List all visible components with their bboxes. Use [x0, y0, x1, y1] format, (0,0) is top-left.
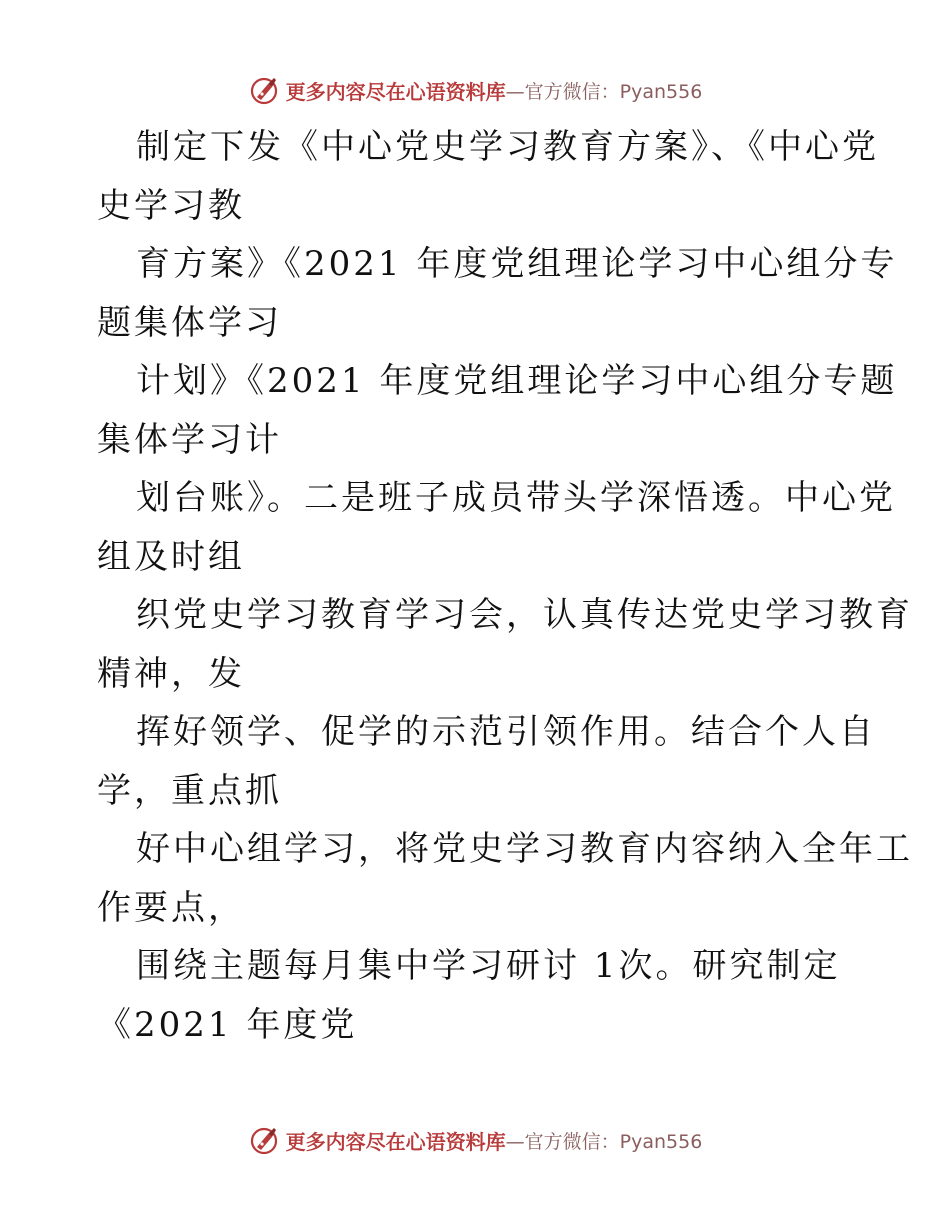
document-body: [0, 118, 950, 1054]
body-line: 集体学习计: [97, 419, 282, 460]
body-line: 计划》《2021 年度党组理论学习中心组分专题: [136, 361, 898, 401]
watermark-red-text: 更多内容尽在心语资料库: [285, 79, 506, 104]
watermark-header: [0, 70, 950, 110]
body-line: 学，重点抓: [97, 770, 282, 811]
watermark-footer: [0, 1120, 950, 1160]
body-line: 挥好领学、促学的示范引领作用。结合个人自: [136, 712, 876, 752]
watermark-red-text: 更多内容尽在心语资料库: [285, 1129, 506, 1154]
body-line: 精神，发: [97, 653, 245, 694]
watermark-contact-text: —官方微信：Pyan556: [505, 80, 703, 103]
body-line: 制定下发《中心党史学习教育方案》、《中心党: [136, 127, 879, 167]
pen-nib-logo-icon: [248, 74, 280, 106]
body-line: 作要点，: [97, 887, 245, 928]
watermark-contact-text: —官方微信：Pyan556: [505, 1130, 703, 1153]
body-line: 组及时组: [97, 536, 245, 577]
body-line: 划台账》。二是班子成员带头学深悟透。中心党: [136, 478, 896, 518]
body-line: 好中心组学习，将党史学习教育内容纳入全年工: [136, 829, 913, 869]
body-line: 围绕主题每月集中学习研讨 1次。研究制定: [136, 946, 841, 986]
body-line: 史学习教: [97, 185, 245, 226]
body-line: 题集体学习: [97, 302, 282, 343]
body-line: 织党史学习教育学习会，认真传达党史学习教育: [136, 595, 913, 635]
body-line: 育方案》《2021 年度党组理论学习中心组分专: [136, 244, 898, 284]
body-line: 《2021 年度党: [97, 1004, 358, 1045]
pen-nib-logo-icon: [248, 1124, 280, 1156]
